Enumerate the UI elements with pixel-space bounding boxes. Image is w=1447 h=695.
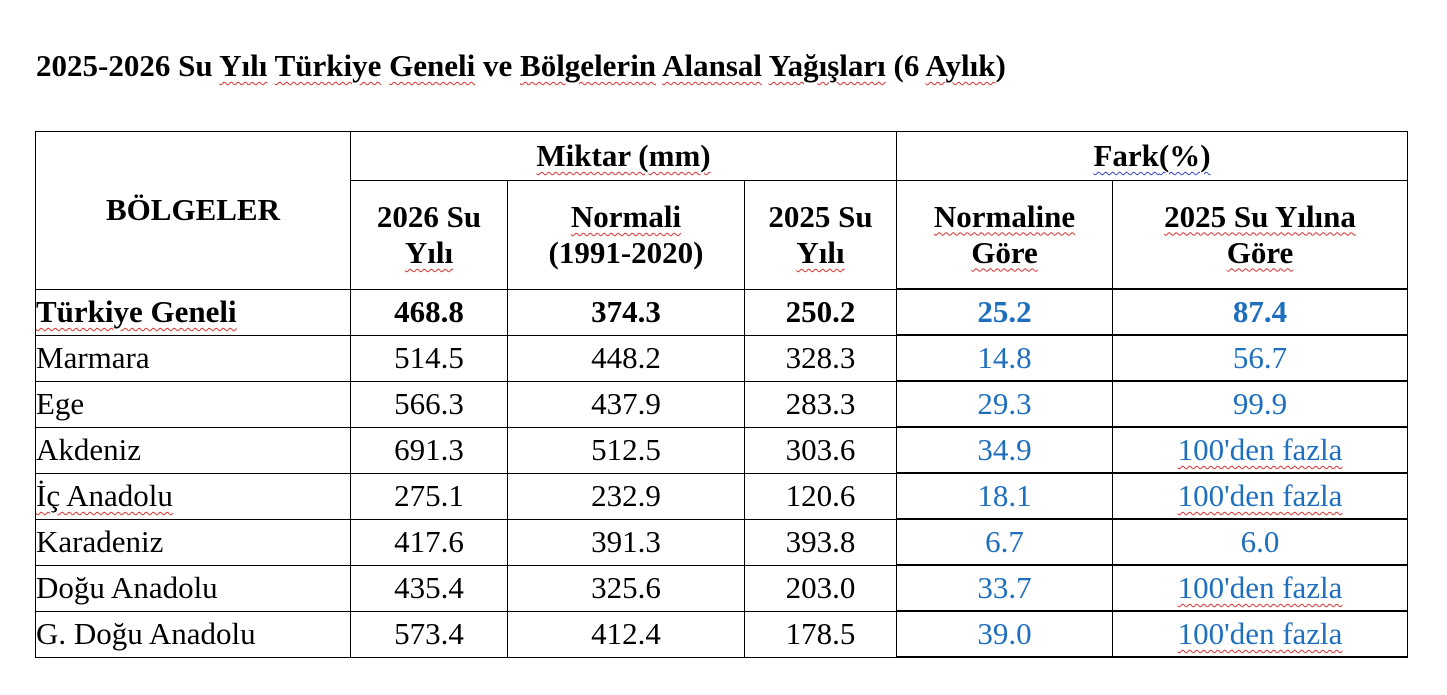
diff-vs-normal-cell: 29.3	[897, 381, 1113, 427]
diff-vs-normal-cell: 18.1	[897, 473, 1113, 519]
value-normal-cell: 412.4	[508, 611, 745, 657]
value-normal-cell: 325.6	[508, 565, 745, 611]
diff-vs-2025-cell: 99.9	[1113, 381, 1408, 427]
col-2025-line1: 2025 Su	[768, 198, 873, 234]
col-2026-line2: Yılı	[404, 234, 454, 270]
title-word-alansal: Alansal	[662, 48, 763, 83]
table-row-ege	[36, 381, 1408, 427]
header-group-row	[36, 132, 1408, 181]
col-vs-2025-line2: Göre	[1226, 234, 1294, 270]
value-normal-cell: 232.9	[508, 473, 745, 519]
col-vs-2025-line1: 2025 Su Yılına	[1164, 198, 1356, 234]
table-row-ic-anadolu	[36, 473, 1408, 519]
col-vs-2025-header	[1113, 181, 1408, 290]
value-normal-cell: 512.5	[508, 427, 745, 473]
document-title	[36, 48, 1006, 84]
diff-vs-normal-cell: 33.7	[897, 565, 1113, 611]
col-2025-line2: Yılı	[796, 234, 845, 270]
value-2025-cell: 393.8	[745, 519, 897, 565]
title-word-aylik: Aylık	[925, 48, 996, 83]
value-2026-cell: 468.8	[351, 289, 508, 335]
col-normal-line2: (1991-2020)	[548, 234, 704, 270]
region-cell: Karadeniz	[36, 519, 351, 565]
diff-vs-2025-text: 100'den fazla	[1177, 616, 1343, 651]
value-2026-cell: 514.5	[351, 335, 508, 381]
table-row-akdeniz	[36, 427, 1408, 473]
difference-group-label	[1093, 138, 1210, 173]
diff-vs-2025-cell	[1113, 611, 1408, 657]
region-name: İç Anadolu	[36, 478, 173, 513]
value-2025-cell: 203.0	[745, 565, 897, 611]
col-normal-header	[508, 181, 745, 290]
diff-vs-normal-cell: 34.9	[897, 427, 1113, 473]
col-vs-normal-header	[897, 181, 1113, 290]
title-word-bolgelerin: Bölgelerin	[520, 48, 657, 83]
col-vs-normal-line1: Normaline	[933, 198, 1076, 234]
value-2025-cell: 178.5	[745, 611, 897, 657]
value-2026-cell: 573.4	[351, 611, 508, 657]
title-word-yili: Yılı	[219, 48, 268, 83]
value-2026-cell: 417.6	[351, 519, 508, 565]
col-normal-line1: Normali	[570, 198, 682, 234]
diff-vs-normal-cell: 14.8	[897, 335, 1113, 381]
value-2025-cell: 303.6	[745, 427, 897, 473]
table-row-marmara	[36, 335, 1408, 381]
diff-vs-2025-cell	[1113, 473, 1408, 519]
table-row-turkiye-geneli	[36, 289, 1408, 335]
region-cell	[36, 289, 351, 335]
value-2025-cell: 250.2	[745, 289, 897, 335]
diff-vs-2025-cell: 6.0	[1113, 519, 1408, 565]
value-2026-cell: 566.3	[351, 381, 508, 427]
region-name: Türkiye Geneli	[36, 294, 237, 329]
value-2025-cell: 328.3	[745, 335, 897, 381]
value-normal-cell: 448.2	[508, 335, 745, 381]
diff-vs-2025-cell	[1113, 427, 1408, 473]
value-normal-cell: 437.9	[508, 381, 745, 427]
diff-vs-2025-cell: 87.4	[1113, 289, 1408, 335]
region-column-header: BÖLGELER	[36, 132, 351, 290]
title-connector: ve	[475, 48, 521, 83]
title-prefix: 2025-2026 Su	[36, 48, 220, 83]
col-2026-header	[351, 181, 508, 290]
diff-vs-2025-text: 100'den fazla	[1177, 570, 1343, 605]
title-space	[762, 48, 769, 83]
col-2025-header	[745, 181, 897, 290]
difference-word: Fark	[1093, 138, 1159, 173]
region-cell	[36, 473, 351, 519]
region-cell: Ege	[36, 381, 351, 427]
table-row-g-dogu-anadolu	[36, 611, 1408, 657]
value-2025-cell: 283.3	[745, 381, 897, 427]
amount-group-header	[351, 132, 897, 181]
region-cell: G. Doğu Anadolu	[36, 611, 351, 657]
title-space	[381, 48, 389, 83]
table-row-dogu-anadolu	[36, 565, 1408, 611]
title-suffix: )	[995, 48, 1006, 83]
diff-vs-2025-cell: 56.7	[1113, 335, 1408, 381]
diff-vs-2025-text: 100'den fazla	[1177, 478, 1343, 513]
diff-vs-2025-text: 100'den fazla	[1177, 432, 1343, 467]
region-cell: Akdeniz	[36, 427, 351, 473]
col-vs-normal-line2: Göre	[971, 234, 1038, 270]
col-2026-line1: 2026 Su	[376, 198, 482, 234]
difference-unit: (%)	[1158, 138, 1211, 173]
title-word-geneli: Geneli	[389, 48, 476, 83]
diff-vs-normal-cell: 39.0	[897, 611, 1113, 657]
title-word-turkiye: Türkiye	[274, 48, 382, 83]
region-cell: Doğu Anadolu	[36, 565, 351, 611]
diff-vs-2025-cell	[1113, 565, 1408, 611]
amount-group-label: Miktar (mm)	[536, 138, 711, 173]
title-word-yagislari: Yağışları	[768, 48, 886, 83]
precipitation-table	[35, 131, 1408, 658]
value-normal-cell: 374.3	[508, 289, 745, 335]
value-2026-cell: 275.1	[351, 473, 508, 519]
diff-vs-normal-cell: 25.2	[897, 289, 1113, 335]
value-2026-cell: 435.4	[351, 565, 508, 611]
value-2025-cell: 120.6	[745, 473, 897, 519]
diff-vs-normal-cell: 6.7	[897, 519, 1113, 565]
value-2026-cell: 691.3	[351, 427, 508, 473]
title-space	[267, 48, 274, 83]
title-paren: (6	[885, 48, 926, 83]
difference-group-header	[897, 132, 1408, 181]
value-normal-cell: 391.3	[508, 519, 745, 565]
region-cell: Marmara	[36, 335, 351, 381]
table-row-karadeniz	[36, 519, 1408, 565]
